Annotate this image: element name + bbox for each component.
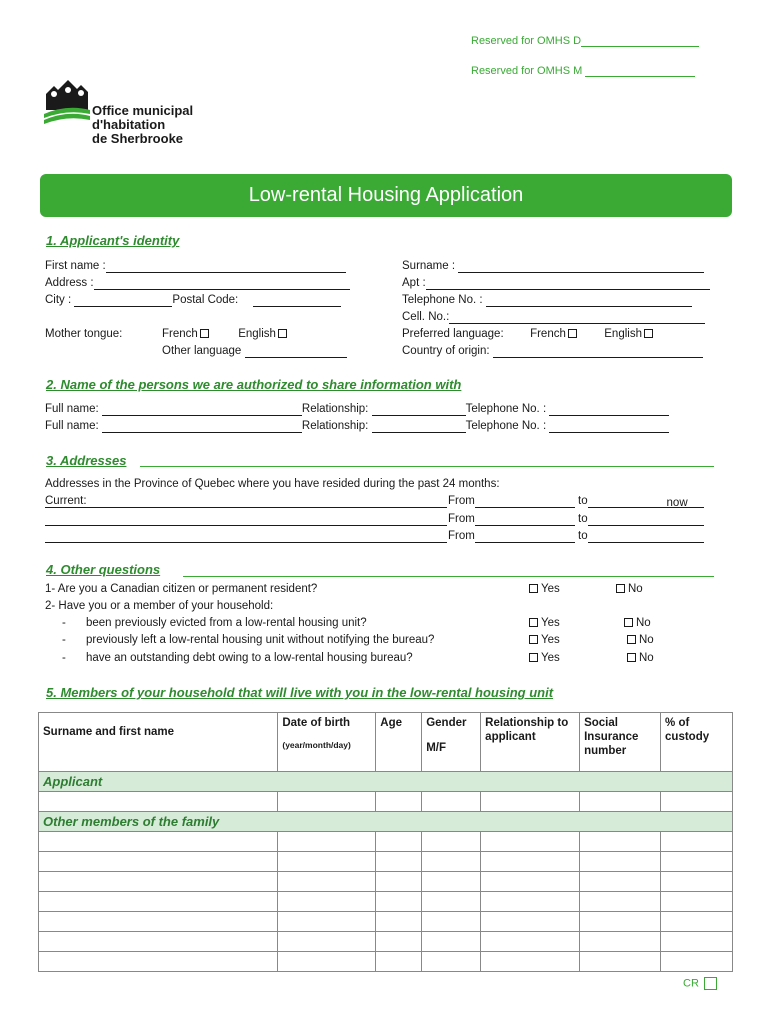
section-4-rule bbox=[183, 576, 714, 577]
share-person-row-1 bbox=[45, 402, 669, 416]
table-cell[interactable] bbox=[278, 852, 376, 872]
to-label: to bbox=[578, 495, 588, 507]
table-cell[interactable] bbox=[580, 792, 661, 812]
omhs-logo-icon bbox=[44, 80, 90, 124]
household-table bbox=[38, 712, 733, 972]
table-cell[interactable] bbox=[481, 792, 580, 812]
from-field-3[interactable] bbox=[475, 531, 575, 543]
table-row bbox=[39, 912, 733, 932]
share-telephone-field-2[interactable] bbox=[549, 421, 669, 433]
q2c-bullet: - bbox=[62, 652, 66, 664]
table-row bbox=[39, 892, 733, 912]
table-cell[interactable] bbox=[39, 912, 278, 932]
surname-field[interactable] bbox=[458, 261, 704, 273]
q2b-no-checkbox[interactable] bbox=[627, 635, 636, 644]
table-row bbox=[39, 852, 733, 872]
q2a-yes-checkbox[interactable] bbox=[529, 618, 538, 627]
q1-no-option bbox=[614, 582, 643, 596]
col-dob-label: Date of birth bbox=[282, 717, 351, 729]
from-label: From bbox=[448, 513, 475, 525]
cr-label: CR bbox=[683, 977, 699, 990]
addresses-intro: Addresses in the Province of Quebec where you have resided during the past 24 months: bbox=[45, 478, 500, 490]
table-cell[interactable] bbox=[376, 932, 422, 952]
q2c-yes-label: Yes bbox=[541, 652, 560, 664]
col-dob-sub: (year/month/day) bbox=[282, 740, 351, 750]
from-field-1[interactable] bbox=[475, 496, 575, 508]
question-1: 1- Are you a Canadian citizen or permanent resident? bbox=[45, 583, 318, 595]
now-label: now bbox=[666, 497, 688, 509]
q2b-no-option bbox=[625, 633, 654, 647]
table-cell[interactable] bbox=[376, 912, 422, 932]
table-cell[interactable] bbox=[481, 952, 580, 972]
table-cell[interactable] bbox=[422, 892, 481, 912]
table-cell[interactable] bbox=[376, 892, 422, 912]
address-row-3-dates bbox=[448, 529, 704, 543]
address-row-2-dates bbox=[448, 512, 704, 526]
col-gender-label: Gender bbox=[426, 717, 467, 729]
table-cell[interactable] bbox=[422, 912, 481, 932]
table-cell[interactable] bbox=[39, 852, 278, 872]
q2b-bullet: - bbox=[62, 634, 66, 646]
table-cell[interactable] bbox=[580, 852, 661, 872]
cell-row bbox=[402, 310, 705, 324]
table-cell[interactable] bbox=[580, 892, 661, 912]
table-row bbox=[39, 952, 733, 972]
reserved-m-label: Reserved for OMHS M bbox=[471, 65, 583, 77]
postal-code-field[interactable] bbox=[253, 295, 341, 307]
share-full-name-label: Full name: bbox=[45, 403, 99, 415]
share-relationship-label: Relationship: bbox=[301, 420, 369, 432]
table-cell[interactable] bbox=[661, 932, 733, 952]
question-2: 2- Have you or a member of your household: bbox=[45, 600, 274, 612]
table-cell[interactable] bbox=[278, 792, 376, 812]
table-cell[interactable] bbox=[278, 832, 376, 852]
mt-english-checkbox[interactable] bbox=[278, 329, 287, 338]
city-row bbox=[45, 293, 341, 307]
q1-no-checkbox[interactable] bbox=[616, 584, 625, 593]
table-cell[interactable] bbox=[580, 832, 661, 852]
table-cell[interactable] bbox=[661, 852, 733, 872]
table-cell[interactable] bbox=[278, 872, 376, 892]
page-title: Low-rental Housing Application bbox=[248, 184, 524, 206]
address-previous-field-2[interactable] bbox=[45, 542, 447, 543]
table-cell[interactable] bbox=[422, 932, 481, 952]
share-relationship-field-2[interactable] bbox=[372, 421, 466, 433]
table-cell[interactable] bbox=[39, 932, 278, 952]
country-of-origin-row bbox=[402, 344, 703, 358]
section-4-heading: 4. Other questions bbox=[46, 562, 161, 577]
reserved-m-field[interactable] bbox=[585, 65, 695, 77]
share-full-name-field-2[interactable] bbox=[102, 421, 302, 433]
to-label: to bbox=[578, 513, 588, 525]
title-banner bbox=[40, 174, 732, 217]
city-field[interactable] bbox=[74, 295, 172, 307]
col-age-header: Age bbox=[376, 713, 422, 772]
first-name-label: First name : bbox=[45, 260, 106, 272]
applicant-label: Applicant bbox=[39, 772, 733, 792]
to-label: to bbox=[578, 530, 588, 542]
country-of-origin-field[interactable] bbox=[493, 346, 703, 358]
share-telephone-label: Telephone No. : bbox=[465, 420, 547, 432]
col-gender-header bbox=[422, 713, 481, 772]
table-cell[interactable] bbox=[661, 872, 733, 892]
col-custody-header: % of custody bbox=[661, 713, 733, 772]
preferred-language-label: Preferred language: bbox=[402, 328, 504, 340]
share-full-name-label: Full name: bbox=[45, 420, 99, 432]
table-cell[interactable] bbox=[278, 912, 376, 932]
table-cell[interactable] bbox=[422, 792, 481, 812]
q2b-no-label: No bbox=[639, 634, 654, 646]
address-label: Address : bbox=[45, 277, 94, 289]
apt-label: Apt : bbox=[402, 277, 426, 289]
q2a-no-option bbox=[622, 616, 651, 630]
applicant-band bbox=[39, 772, 733, 792]
reserved-d-field[interactable] bbox=[581, 35, 699, 47]
mt-english-label: English bbox=[238, 328, 276, 340]
table-row bbox=[39, 872, 733, 892]
question-2c: have an outstanding debt owing to a low-rental housing bureau? bbox=[86, 652, 413, 664]
share-relationship-field-1[interactable] bbox=[372, 404, 466, 416]
col-dob-header bbox=[278, 713, 376, 772]
table-cell[interactable] bbox=[580, 952, 661, 972]
mother-tongue-label: Mother tongue: bbox=[45, 328, 123, 340]
address-current-field[interactable] bbox=[45, 507, 447, 508]
table-cell[interactable] bbox=[278, 952, 376, 972]
mt-french-checkbox[interactable] bbox=[200, 329, 209, 338]
section-2-heading: 2. Name of the persons we are authorized to share information with bbox=[46, 377, 462, 392]
to-field-2[interactable] bbox=[588, 514, 704, 526]
question-2b: previously left a low-rental housing unit without notifying the bureau? bbox=[86, 634, 435, 646]
q2c-yes-checkbox[interactable] bbox=[529, 653, 538, 662]
telephone-label: Telephone No. : bbox=[402, 294, 483, 306]
apt-field[interactable] bbox=[426, 278, 710, 290]
table-cell[interactable] bbox=[580, 932, 661, 952]
table-cell[interactable] bbox=[481, 832, 580, 852]
table-cell[interactable] bbox=[481, 932, 580, 952]
omhs-logo bbox=[44, 80, 90, 129]
table-cell[interactable] bbox=[661, 892, 733, 912]
table-cell[interactable] bbox=[481, 872, 580, 892]
address-field[interactable] bbox=[94, 278, 350, 290]
table-cell[interactable] bbox=[422, 852, 481, 872]
table-cell[interactable] bbox=[278, 892, 376, 912]
table-cell[interactable] bbox=[39, 892, 278, 912]
first-name-row bbox=[45, 259, 346, 273]
other-language-label: Other language bbox=[162, 345, 242, 357]
q2c-no-label: No bbox=[639, 652, 654, 664]
to-field-1[interactable] bbox=[588, 496, 704, 508]
first-name-field[interactable] bbox=[106, 261, 346, 273]
reserved-omhs-m bbox=[471, 65, 695, 77]
cell-label: Cell. No.: bbox=[402, 311, 450, 323]
q2a-no-label: No bbox=[636, 617, 651, 629]
q2c-yes-option bbox=[527, 651, 560, 665]
q2a-yes-label: Yes bbox=[541, 617, 560, 629]
share-full-name-field-1[interactable] bbox=[102, 404, 302, 416]
other-language-field[interactable] bbox=[245, 346, 347, 358]
apt-row bbox=[402, 276, 710, 290]
table-cell[interactable] bbox=[376, 872, 422, 892]
q2a-bullet: - bbox=[62, 617, 66, 629]
other-language-row bbox=[162, 344, 347, 358]
household-header-row bbox=[39, 713, 733, 772]
cell-field[interactable] bbox=[449, 312, 705, 324]
table-cell[interactable] bbox=[422, 952, 481, 972]
q1-yes-label: Yes bbox=[541, 583, 560, 595]
telephone-row bbox=[402, 293, 692, 307]
col-gender-sub: M/F bbox=[426, 742, 447, 754]
cr-checkbox[interactable] bbox=[704, 977, 717, 990]
table-cell[interactable] bbox=[580, 912, 661, 932]
table-cell[interactable] bbox=[376, 852, 422, 872]
share-person-row-2 bbox=[45, 419, 669, 433]
q1-yes-checkbox[interactable] bbox=[529, 584, 538, 593]
table-cell[interactable] bbox=[661, 912, 733, 932]
preferred-language-row bbox=[402, 327, 656, 341]
to-field-3[interactable] bbox=[588, 531, 704, 543]
table-cell[interactable] bbox=[278, 932, 376, 952]
q2b-yes-label: Yes bbox=[541, 634, 560, 646]
q2b-yes-checkbox[interactable] bbox=[529, 635, 538, 644]
q2a-no-checkbox[interactable] bbox=[624, 618, 633, 627]
table-cell[interactable] bbox=[481, 892, 580, 912]
table-cell[interactable] bbox=[481, 852, 580, 872]
table-cell[interactable] bbox=[376, 832, 422, 852]
reserved-d-label: Reserved for OMHS D bbox=[471, 35, 582, 47]
reserved-omhs-d bbox=[471, 35, 699, 47]
q1-yes-option bbox=[527, 582, 560, 596]
table-cell[interactable] bbox=[39, 792, 278, 812]
city-label: City : bbox=[45, 294, 72, 306]
surname-row bbox=[402, 259, 704, 273]
surname-label: Surname : bbox=[402, 260, 456, 272]
q1-no-label: No bbox=[628, 583, 643, 595]
col-relationship-header: Relationship to applicant bbox=[481, 713, 580, 772]
table-cell[interactable] bbox=[39, 952, 278, 972]
logo-line-3: de Sherbrooke bbox=[92, 131, 184, 146]
section-5-heading: 5. Members of your household that will live with you in the low-rental housing unit bbox=[46, 685, 554, 700]
col-name-header: Surname and first name bbox=[39, 713, 278, 772]
mt-french-label: French bbox=[162, 328, 198, 340]
table-cell[interactable] bbox=[376, 792, 422, 812]
section-3-heading: 3. Addresses bbox=[46, 453, 127, 468]
pl-french-label: French bbox=[530, 328, 566, 340]
other-members-label: Other members of the family bbox=[39, 812, 733, 832]
section-1-heading: 1. Applicant's identity bbox=[46, 233, 180, 248]
logo-line-2: d'habitation bbox=[92, 117, 166, 132]
mother-tongue-options bbox=[162, 327, 290, 341]
postal-code-label: Postal Code: bbox=[172, 294, 239, 306]
cr-marker bbox=[683, 977, 717, 990]
table-cell[interactable] bbox=[39, 832, 278, 852]
section-3-rule bbox=[140, 466, 714, 467]
table-cell[interactable] bbox=[422, 832, 481, 852]
address-row-1-dates bbox=[448, 494, 704, 508]
other-members-band bbox=[39, 812, 733, 832]
table-row bbox=[39, 832, 733, 852]
address-row bbox=[45, 276, 350, 290]
telephone-field[interactable] bbox=[486, 295, 692, 307]
share-relationship-label: Relationship: bbox=[301, 403, 369, 415]
table-row bbox=[39, 932, 733, 952]
question-2a: been previously evicted from a low-rental housing unit? bbox=[86, 617, 367, 629]
table-cell[interactable] bbox=[661, 832, 733, 852]
table-cell[interactable] bbox=[481, 912, 580, 932]
pl-english-checkbox[interactable] bbox=[644, 329, 653, 338]
table-cell[interactable] bbox=[376, 952, 422, 972]
from-field-2[interactable] bbox=[475, 514, 575, 526]
table-cell[interactable] bbox=[422, 872, 481, 892]
from-label: From bbox=[448, 495, 475, 507]
pl-french-checkbox[interactable] bbox=[568, 329, 577, 338]
mother-tongue-row bbox=[45, 327, 122, 341]
q2a-yes-option bbox=[527, 616, 560, 630]
address-previous-field-1[interactable] bbox=[45, 525, 447, 526]
q2c-no-checkbox[interactable] bbox=[627, 653, 636, 662]
table-cell[interactable] bbox=[580, 872, 661, 892]
address-current-label: Current: bbox=[45, 495, 87, 507]
q2c-no-option bbox=[625, 651, 654, 665]
pl-english-label: English bbox=[604, 328, 642, 340]
share-telephone-label: Telephone No. : bbox=[465, 403, 547, 415]
from-label: From bbox=[448, 530, 475, 542]
table-row bbox=[39, 792, 733, 812]
share-telephone-field-1[interactable] bbox=[549, 404, 669, 416]
country-of-origin-label: Country of origin: bbox=[402, 345, 490, 357]
omhs-logo-text bbox=[92, 104, 193, 146]
q2b-yes-option bbox=[527, 633, 560, 647]
table-cell[interactable] bbox=[661, 952, 733, 972]
col-sin-header: Social Insurance number bbox=[580, 713, 661, 772]
logo-line-1: Office municipal bbox=[92, 103, 194, 118]
table-cell[interactable] bbox=[661, 792, 733, 812]
table-cell[interactable] bbox=[39, 872, 278, 892]
